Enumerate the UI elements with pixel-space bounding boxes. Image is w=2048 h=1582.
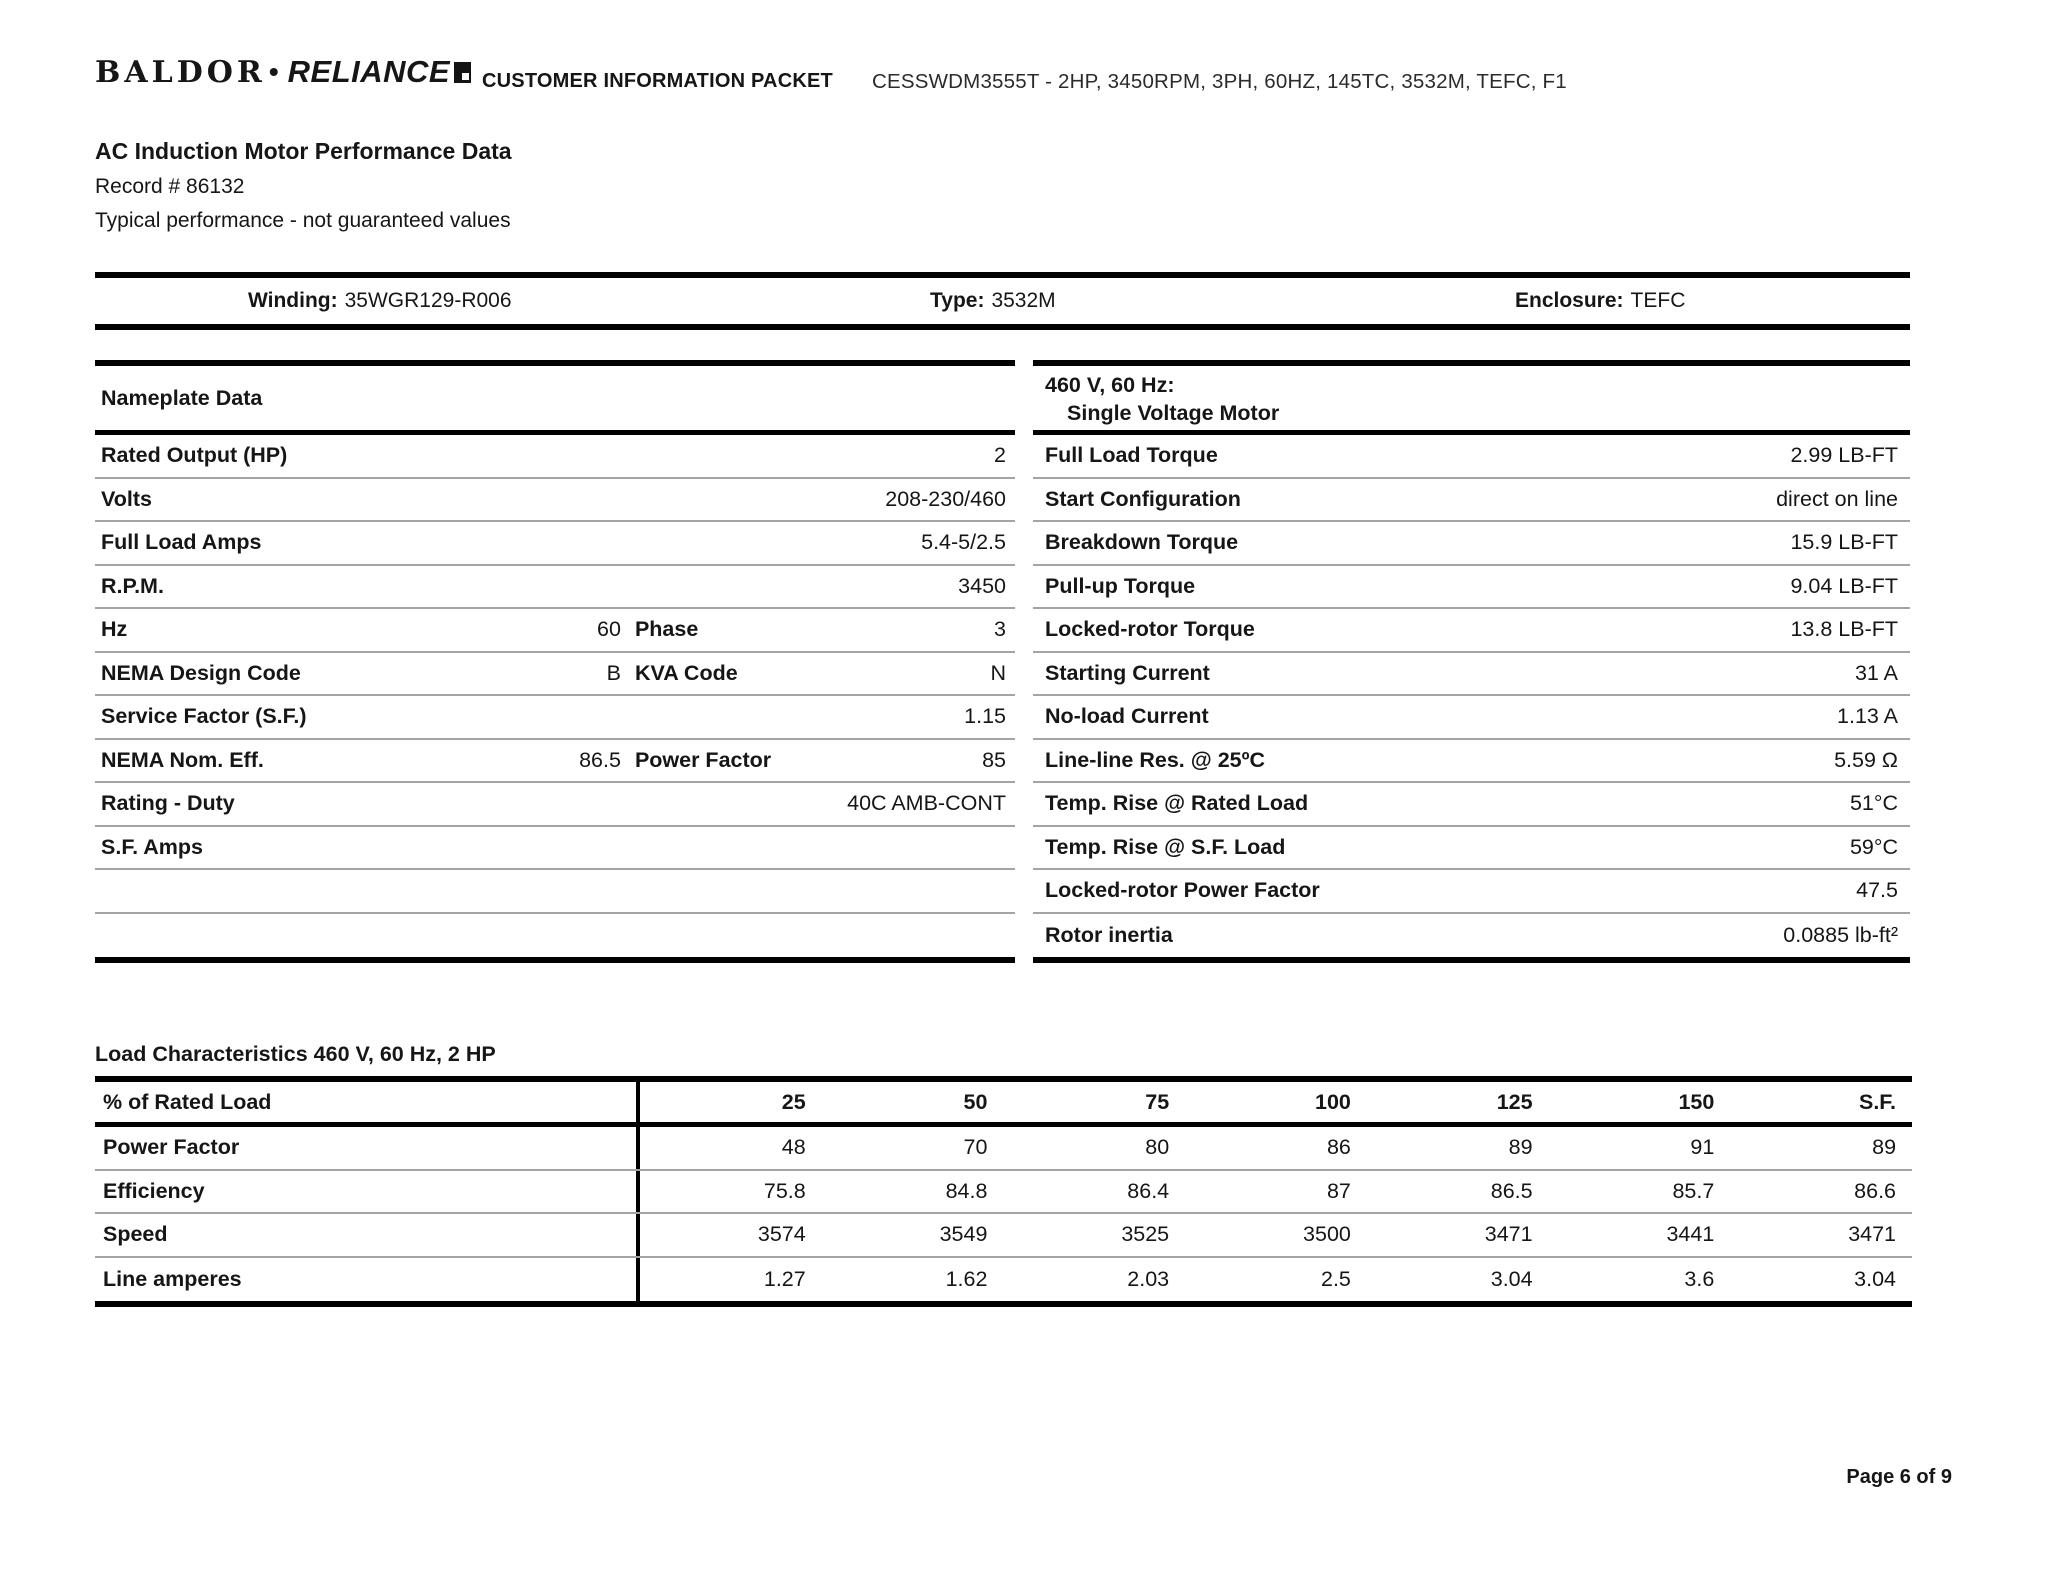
enclosure-cell bbox=[1515, 289, 1685, 313]
table-row: Pull-up Torque 9.04 LB-FT bbox=[1033, 566, 1910, 610]
table-row: Service Factor (S.F.) 1.15 bbox=[95, 696, 1015, 740]
table-row: Rating - Duty 40C AMB-CONT bbox=[95, 783, 1015, 827]
record-number: Record # 86132 bbox=[95, 175, 245, 198]
winding-cell bbox=[248, 289, 512, 313]
logo-dot: • bbox=[268, 56, 279, 87]
table-row: S.F. Amps bbox=[95, 827, 1015, 871]
load-characteristics-table bbox=[95, 1076, 1912, 1307]
type-label: Type: bbox=[930, 289, 985, 312]
table-row-empty bbox=[95, 914, 1015, 958]
column-header: S.F. bbox=[1858, 1089, 1897, 1114]
table-row-empty bbox=[95, 870, 1015, 914]
table-row: Locked-rotor Torque 13.8 LB-FT bbox=[1033, 609, 1910, 653]
table-row: Efficiency 75.8 84.8 86.4 87 86.5 85.7 86.6 bbox=[95, 1171, 1912, 1215]
table-row: NEMA Design Code B KVA Code N bbox=[95, 653, 1015, 697]
table-row: Hz 60 Phase 3 bbox=[95, 609, 1015, 653]
enclosure-label: Enclosure: bbox=[1515, 289, 1624, 312]
voltage-heading: 460 V, 60 Hz: bbox=[1045, 373, 1175, 397]
table-row: Line-line Res. @ 25ºC 5.59 Ω bbox=[1033, 740, 1910, 784]
column-header: 150 bbox=[1678, 1089, 1715, 1114]
table-row: Speed 3574 3549 3525 3500 3471 3441 3471 bbox=[95, 1214, 1912, 1258]
logo-baldor-text: BALDOR bbox=[95, 54, 266, 90]
table-row: Rotor inertia 0.0885 lb-ft² bbox=[1045, 922, 1898, 947]
table-row: Temp. Rise @ S.F. Load 59°C bbox=[1033, 827, 1910, 871]
page-number: Page 6 of 9 bbox=[1846, 1466, 1952, 1488]
column-header: 125 bbox=[1496, 1089, 1533, 1114]
column-header: 100 bbox=[1315, 1089, 1351, 1114]
table-row: Start Configuration direct on line bbox=[1033, 479, 1910, 523]
column-header: 25 bbox=[781, 1089, 806, 1114]
table-row: Breakdown Torque 15.9 LB-FT bbox=[1033, 522, 1910, 566]
nameplate-table bbox=[95, 360, 1015, 963]
winding-label: Winding: bbox=[248, 289, 338, 312]
type-value: 3532M bbox=[991, 289, 1056, 312]
winding-value: 35WGR129-R006 bbox=[344, 289, 512, 312]
title-block bbox=[95, 138, 512, 243]
performance-table bbox=[1033, 360, 1910, 963]
table-row: Line amperes 1.27 1.62 2.03 2.5 3.04 3.6 3.04 bbox=[95, 1258, 1912, 1302]
performance-header bbox=[1033, 366, 1910, 435]
table-row: NEMA Nom. Eff. 86.5 Power Factor 85 bbox=[95, 740, 1015, 784]
column-header: % of Rated Load bbox=[103, 1089, 272, 1114]
nameplate-header bbox=[95, 366, 1015, 435]
load-characteristics-title: Load Characteristics 460 V, 60 Hz, 2 HP bbox=[95, 1042, 496, 1066]
disclaimer-note: Typical performance - not guaranteed values bbox=[95, 209, 511, 232]
table-row: Locked-rotor Power Factor 47.5 bbox=[1033, 870, 1910, 914]
reliance-logo-mark-icon bbox=[454, 62, 471, 83]
nameplate-title: Nameplate Data bbox=[101, 386, 263, 410]
table-row: No-load Current 1.13 A bbox=[1033, 696, 1910, 740]
table-row: Temp. Rise @ Rated Load 51°C bbox=[1033, 783, 1910, 827]
column-header: 75 bbox=[1145, 1089, 1170, 1114]
data-tables bbox=[95, 360, 1910, 963]
single-voltage-motor-heading: Single Voltage Motor bbox=[1067, 401, 1280, 425]
packet-title: CUSTOMER INFORMATION PACKET bbox=[482, 70, 833, 92]
table-row: Starting Current 31 A bbox=[1033, 653, 1910, 697]
table-row: Rated Output (HP) 2 bbox=[95, 435, 1015, 479]
enclosure-value: TEFC bbox=[1630, 289, 1686, 312]
table-row: Power Factor 48 70 80 86 89 91 89 bbox=[95, 1127, 1912, 1171]
table-row: Full Load Torque 2.99 LB-FT bbox=[1033, 435, 1910, 479]
column-header: 50 bbox=[963, 1089, 988, 1114]
table-row: Full Load Amps 5.4-5/2.5 bbox=[95, 522, 1015, 566]
logo-reliance-text: RELIANCE bbox=[287, 54, 451, 89]
winding-type-enclosure-bar bbox=[95, 272, 1910, 330]
type-cell bbox=[930, 289, 1056, 313]
table-row: R.P.M. 3450 bbox=[95, 566, 1015, 610]
table-row: Volts 208-230/460 bbox=[95, 479, 1015, 523]
load-table-header-row bbox=[95, 1082, 1912, 1127]
baldor-reliance-logo bbox=[95, 54, 471, 90]
motor-model-line: CESSWDM3555T - 2HP, 3450RPM, 3PH, 60HZ, 145TC, 3532M, TEFC, F1 bbox=[872, 70, 1567, 93]
page-title: AC Induction Motor Performance Data bbox=[95, 138, 512, 164]
